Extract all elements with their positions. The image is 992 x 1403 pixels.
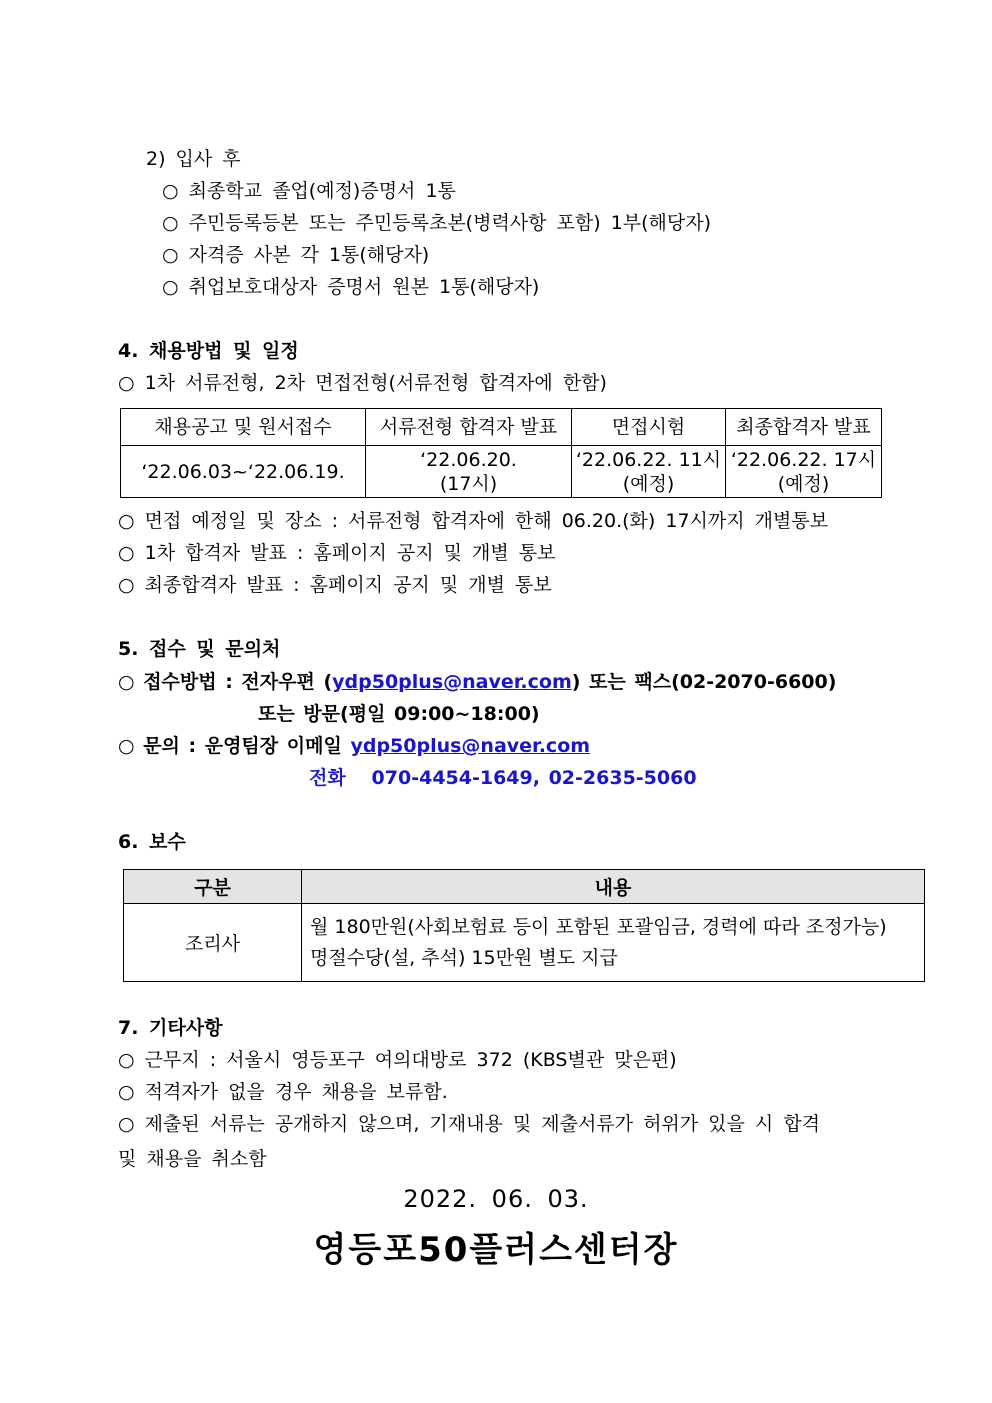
schedule-table (120, 408, 882, 498)
section4-note: ○ 1차 합격자 발표 : 홈페이지 공지 및 개별 통보 (118, 542, 556, 564)
table-header-row (121, 409, 882, 446)
section-title: 6. 보수 (118, 831, 186, 853)
after-hire-heading: 2) 입사 후 (146, 148, 241, 170)
table-header-row (124, 870, 925, 904)
section-title: 7. 기타사항 (118, 1017, 223, 1039)
document-date: 2022. 06. 03. (403, 1185, 589, 1213)
phone-numbers: 전화 070-4454-1649, 02-2635-5060 (309, 767, 697, 789)
submission-method: ○ 접수방법 : 전자우편 (ydp50plus@naver.com) 또는 팩스(02-2070-6600) (118, 671, 837, 693)
table-cell: 월 180만원(사회보험료 등이 포함된 포괄임금, 경력에 따라 조정가능) 명절수당(설, 추석) 15만원 별도 지급 (302, 904, 925, 982)
inquiry: ○ 문의 : 운영팀장 이메일 ydp50plus@naver.com (118, 735, 591, 757)
table-cell: ‘22.06.03~‘22.06.19. (121, 446, 366, 498)
table-header-cell: 면접시험 (572, 409, 726, 446)
table-cell: ‘22.06.22. 11시 (예정) (572, 446, 726, 498)
email-link[interactable]: ydp50plus@naver.com (332, 671, 572, 693)
table-header-cell: 최종합격자 발표 (726, 409, 882, 446)
table-header-cell: 채용공고 및 원서접수 (121, 409, 366, 446)
list-item: ○ 적격자가 없을 경우 채용을 보류함. (118, 1081, 448, 1103)
signature: 영등포50플러스센터장 (313, 1230, 679, 1270)
list-item: ○ 근무지 : 서울시 영등포구 여의대방로 372 (KBS별관 맞은편) (118, 1049, 677, 1071)
table-cell: 조리사 (124, 904, 302, 982)
table-header-cell: 서류전형 합격자 발표 (366, 409, 572, 446)
table-row (121, 446, 882, 498)
section-title: 4. 채용방법 및 일정 (118, 340, 299, 362)
table-header-cell: 구분 (124, 870, 302, 904)
list-item-continuation: 및 채용을 취소함 (118, 1148, 267, 1170)
table-cell: ‘22.06.20. (17시) (366, 446, 572, 498)
section4-note: ○ 면접 예정일 및 장소 : 서류전형 합격자에 한해 06.20.(화) 17시까지 개별통보 (118, 510, 829, 532)
section4-intro: ○ 1차 서류전형, 2차 면접전형(서류전형 합격자에 한함) (118, 372, 607, 394)
section4-note: ○ 최종합격자 발표 : 홈페이지 공지 및 개별 통보 (118, 574, 552, 596)
list-item: ○ 자격증 사본 각 1통(해당자) (162, 244, 430, 266)
table-header-cell: 내용 (302, 870, 925, 904)
salary-table (123, 869, 925, 982)
list-item: ○ 주민등록등본 또는 주민등록초본(병력사항 포함) 1부(해당자) (162, 212, 712, 234)
inquiry-email-link[interactable]: ydp50plus@naver.com (350, 735, 591, 757)
submission-method-visit: 또는 방문(평일 09:00~18:00) (258, 703, 540, 725)
list-item: ○ 취업보호대상자 증명서 원본 1통(해당자) (162, 276, 540, 298)
table-row (124, 904, 925, 982)
list-item: ○ 최종학교 졸업(예정)증명서 1통 (162, 180, 456, 202)
section-title: 5. 접수 및 문의처 (118, 638, 281, 660)
table-cell: ‘22.06.22. 17시 (예정) (726, 446, 882, 498)
list-item: ○ 제출된 서류는 공개하지 않으며, 기재내용 및 제출서류가 허위가 있을 시 합격 (118, 1113, 821, 1135)
